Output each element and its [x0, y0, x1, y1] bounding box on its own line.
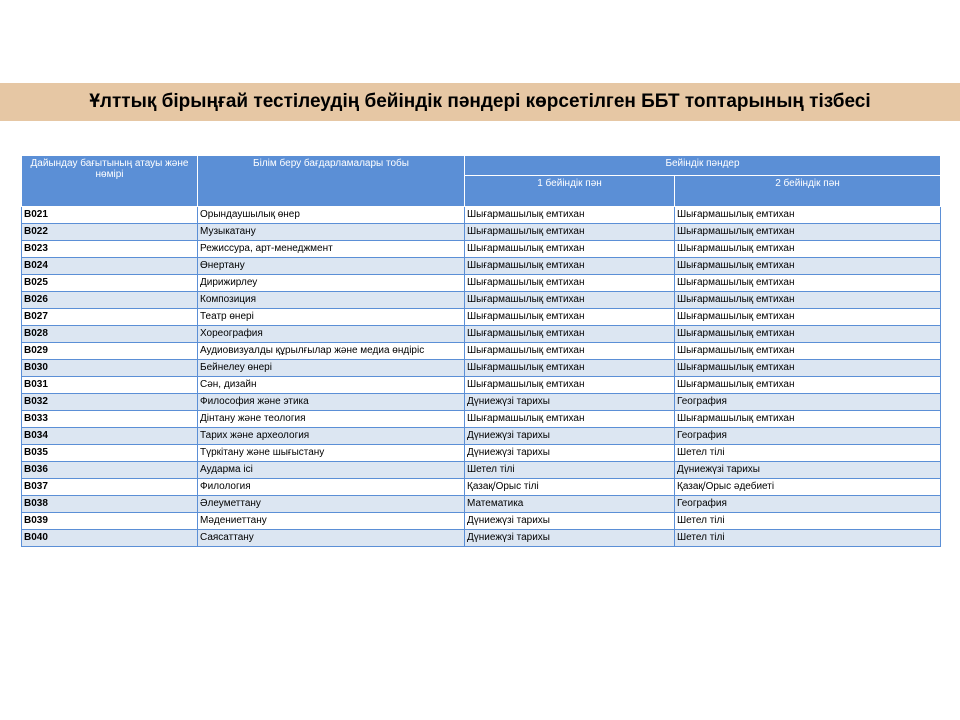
code-cell: B035 — [22, 445, 198, 462]
table-row — [22, 224, 941, 241]
table-row — [22, 360, 941, 377]
subject-1-cell: Математика — [465, 496, 675, 513]
subject-1-cell: Дүниежүзі тарихы — [465, 530, 675, 547]
table-row — [22, 343, 941, 360]
subject-1-cell: Шығармашылық емтихан — [465, 207, 675, 224]
table-body — [22, 207, 941, 547]
subject-2-cell: Қазақ/Орыс әдебиеті — [675, 479, 941, 496]
code-cell: B027 — [22, 309, 198, 326]
subject-1-cell: Шығармашылық емтихан — [465, 224, 675, 241]
page-title: Ұлттық бірыңғай тестілеудің бейіндік пәндері көрсетілген ББТ топтарының тізбесі — [89, 91, 871, 112]
subject-1-cell: Шығармашылық емтихан — [465, 292, 675, 309]
table-row — [22, 479, 941, 496]
program-cell: Өнертану — [198, 258, 465, 275]
subject-1-cell: Дүниежүзі тарихы — [465, 513, 675, 530]
program-cell: Орындаушылық өнер — [198, 207, 465, 224]
code-cell: B030 — [22, 360, 198, 377]
code-cell: B034 — [22, 428, 198, 445]
subject-2-cell: Шығармашылық емтихан — [675, 326, 941, 343]
table-row — [22, 377, 941, 394]
table-row — [22, 428, 941, 445]
program-cell: Саясаттану — [198, 530, 465, 547]
subject-2-cell: Шығармашылық емтихан — [675, 377, 941, 394]
code-cell: B024 — [22, 258, 198, 275]
program-cell: Филология — [198, 479, 465, 496]
code-cell: B038 — [22, 496, 198, 513]
program-cell: Әлеуметтану — [198, 496, 465, 513]
subject-2-cell: Шетел тілі — [675, 530, 941, 547]
subject-2-cell: Шығармашылық емтихан — [675, 258, 941, 275]
code-cell: B031 — [22, 377, 198, 394]
subject-2-cell: Шығармашылық емтихан — [675, 241, 941, 258]
code-cell: B021 — [22, 207, 198, 224]
subject-1-cell: Шығармашылық емтихан — [465, 377, 675, 394]
subject-1-cell: Шығармашылық емтихан — [465, 275, 675, 292]
subject-2-cell: Шығармашылық емтихан — [675, 207, 941, 224]
table-row — [22, 394, 941, 411]
code-cell: B040 — [22, 530, 198, 547]
header-subject-1: 1 бейіндік пән — [465, 176, 675, 207]
code-cell: B033 — [22, 411, 198, 428]
table-row — [22, 241, 941, 258]
subject-1-cell: Дүниежүзі тарихы — [465, 428, 675, 445]
program-cell: Композиция — [198, 292, 465, 309]
table-row — [22, 292, 941, 309]
subject-2-cell: География — [675, 394, 941, 411]
code-cell: B037 — [22, 479, 198, 496]
program-cell: Аударма ісі — [198, 462, 465, 479]
table-row — [22, 309, 941, 326]
subject-1-cell: Шығармашылық емтихан — [465, 241, 675, 258]
code-cell: B029 — [22, 343, 198, 360]
header-subjects: Бейіндік пәндер — [465, 156, 941, 176]
table-row — [22, 275, 941, 292]
subject-2-cell: География — [675, 428, 941, 445]
subject-1-cell: Шығармашылық емтихан — [465, 309, 675, 326]
subject-2-cell: Шығармашылық емтихан — [675, 275, 941, 292]
subject-2-cell: Шығармашылық емтихан — [675, 411, 941, 428]
program-cell: Режиссура, арт-менеджмент — [198, 241, 465, 258]
subject-2-cell: Дүниежүзі тарихы — [675, 462, 941, 479]
program-cell: Түркітану және шығыстану — [198, 445, 465, 462]
table-row — [22, 411, 941, 428]
table-row — [22, 258, 941, 275]
subject-2-cell: География — [675, 496, 941, 513]
title-banner — [0, 83, 960, 121]
program-cell: Театр өнері — [198, 309, 465, 326]
code-cell: B028 — [22, 326, 198, 343]
program-cell: Аудиовизуалды құрылғылар және медиа өндіріс — [198, 343, 465, 360]
subject-2-cell: Шығармашылық емтихан — [675, 292, 941, 309]
subject-1-cell: Дүниежүзі тарихы — [465, 394, 675, 411]
subject-1-cell: Шығармашылық емтихан — [465, 411, 675, 428]
subject-2-cell: Шетел тілі — [675, 513, 941, 530]
program-cell: Дінтану және теология — [198, 411, 465, 428]
header-program: Білім беру бағдарламалары тобы — [198, 156, 465, 207]
subject-2-cell: Шығармашылық емтихан — [675, 360, 941, 377]
code-cell: B036 — [22, 462, 198, 479]
subject-2-cell: Шетел тілі — [675, 445, 941, 462]
subject-1-cell: Дүниежүзі тарихы — [465, 445, 675, 462]
subjects-table — [21, 155, 941, 547]
program-cell: Дирижирлеу — [198, 275, 465, 292]
table-row — [22, 207, 941, 224]
code-cell: B039 — [22, 513, 198, 530]
program-cell: Философия және этика — [198, 394, 465, 411]
program-cell: Мәдениеттану — [198, 513, 465, 530]
subject-2-cell: Шығармашылық емтихан — [675, 309, 941, 326]
program-cell: Тарих және археология — [198, 428, 465, 445]
code-cell: B023 — [22, 241, 198, 258]
table-row — [22, 462, 941, 479]
subject-1-cell: Шығармашылық емтихан — [465, 258, 675, 275]
code-cell: B032 — [22, 394, 198, 411]
subject-1-cell: Қазақ/Орыс тілі — [465, 479, 675, 496]
code-cell: B025 — [22, 275, 198, 292]
header-subject-2: 2 бейіндік пән — [675, 176, 941, 207]
program-cell: Музыкатану — [198, 224, 465, 241]
program-cell: Бейнелеу өнері — [198, 360, 465, 377]
code-cell: B022 — [22, 224, 198, 241]
subject-1-cell: Шетел тілі — [465, 462, 675, 479]
header-direction: Дайындау бағытының атауы және нөмірі — [22, 156, 198, 207]
program-cell: Хореография — [198, 326, 465, 343]
code-cell: B026 — [22, 292, 198, 309]
table-row — [22, 530, 941, 547]
subject-1-cell: Шығармашылық емтихан — [465, 326, 675, 343]
subject-1-cell: Шығармашылық емтихан — [465, 360, 675, 377]
table-row — [22, 513, 941, 530]
subject-2-cell: Шығармашылық емтихан — [675, 343, 941, 360]
table-row — [22, 445, 941, 462]
subject-1-cell: Шығармашылық емтихан — [465, 343, 675, 360]
table-row — [22, 326, 941, 343]
subject-2-cell: Шығармашылық емтихан — [675, 224, 941, 241]
program-cell: Сән, дизайн — [198, 377, 465, 394]
table-row — [22, 496, 941, 513]
